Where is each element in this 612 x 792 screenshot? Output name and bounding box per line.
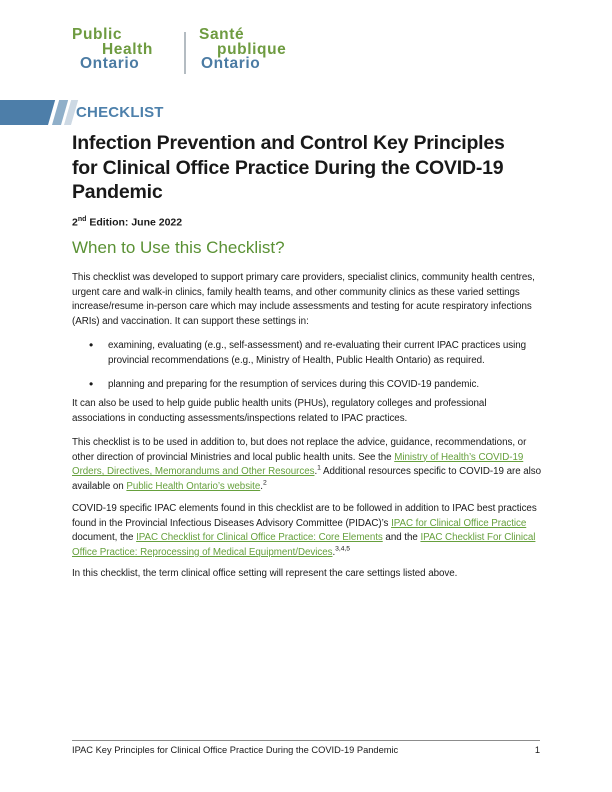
inline-link[interactable]: IPAC Checklist For Clinical Office Practice: Reprocessing of Medical Equipment/Devices [72, 532, 536, 558]
logo-text-public: Public [72, 26, 123, 43]
document-title [72, 131, 572, 205]
body-text-run: document, the [72, 532, 137, 544]
edition-line [72, 216, 182, 229]
edition-text: Edition: June 2022 [86, 216, 183, 229]
title-line-2: for Clinical Office Practice During the COVID-19 [72, 156, 504, 179]
logo-text-ontario-en: Ontario [80, 55, 140, 72]
logo-text-ontario-fr: Ontario [201, 55, 261, 72]
footnote-reference: 1 [317, 464, 321, 472]
bullet-item-1: • examining, evaluating (e.g., self-assessment) and re-evaluating their current IPAC practices using provincial recommendations (e.g., Ministry of Health, Public Health Ontario) as required. [72, 339, 542, 368]
bullet-list [72, 339, 542, 403]
logo-divider-line [184, 32, 186, 74]
footer-page-number: 1 [534, 745, 540, 755]
logo-text-sante: Santé [199, 26, 245, 43]
pho-logo-english [72, 28, 153, 72]
title-line-3: Pandemic [72, 181, 163, 203]
body-text-run: and the [382, 532, 421, 544]
bullet-item-2: • planning and preparing for the resumption of services during this COVID-19 pandemic. [72, 378, 542, 393]
pho-logo-french [199, 28, 286, 72]
footnote-reference: 3,4,5 [335, 545, 351, 553]
body-text-run: Additional resources specific to COVID-19 are also available on [72, 466, 542, 492]
banner-bar-shape [0, 100, 55, 125]
inline-link[interactable]: Ministry of Health’s COVID-19 Orders, Directives, Memorandums and Other Resources [72, 451, 524, 478]
edition-number: 2 [72, 216, 78, 229]
inline-link[interactable]: IPAC Checklist for Clinical Office Practice: Core Elements [136, 532, 383, 544]
edition-ordinal-suffix: nd [77, 216, 87, 223]
paragraph-resources [72, 436, 542, 494]
logo-text-health: Health [102, 40, 153, 58]
inline-link[interactable]: Public Health Ontario’s website [126, 480, 261, 492]
paragraph-intro: This checklist was developed to support primary care providers, specialist clinics, community health centres, urgent care and walk-in clinics, family health teams, and other community clinics as these varied settings increase/resume in-person care which may include assessments and testing for acute respiratory infections (ARIs) and vaccination. It can support these settings in: [72, 272, 535, 327]
footer-title: IPAC Key Principles for Clinical Office Practice During the COVID-19 Pandemic [72, 745, 399, 755]
paragraph-phu: It can also be used to help guide public health units (PHUs), regulatory colleges and professional associations in conducting assessments/inspections related to IPAC practices. [72, 398, 487, 424]
body-text-run: This checklist is to be used in addition to, but does not replace the advice, guidance, recommendations, or other direction of provincial Ministries and local public health units. See the [72, 437, 527, 463]
title-line-1: Infection Prevention and Control Key Principles [72, 132, 505, 154]
footnote-reference: 2 [262, 479, 267, 487]
section-heading: When to Use this Checklist? [72, 238, 285, 257]
paragraph-pidac [72, 502, 542, 560]
body-text-run: . [314, 466, 318, 478]
paragraph-definition: In this checklist, the term clinical office setting will represent the care settings listed above. [72, 568, 458, 579]
body-text-run: . [332, 546, 336, 558]
document-type-label: CHECKLIST [76, 104, 164, 121]
body-text-run: . [260, 480, 263, 492]
inline-link[interactable]: IPAC for Clinical Office Practice [391, 517, 527, 529]
footer-rule [72, 740, 540, 741]
logo-text-publique: publique [217, 40, 287, 58]
body-text-run: COVID-19 specific IPAC elements found in this checklist are to be followed in addition to IPAC best practices found in the Provincial Infectious Diseases Advisory Committee (PIDAC)’s [72, 503, 537, 529]
